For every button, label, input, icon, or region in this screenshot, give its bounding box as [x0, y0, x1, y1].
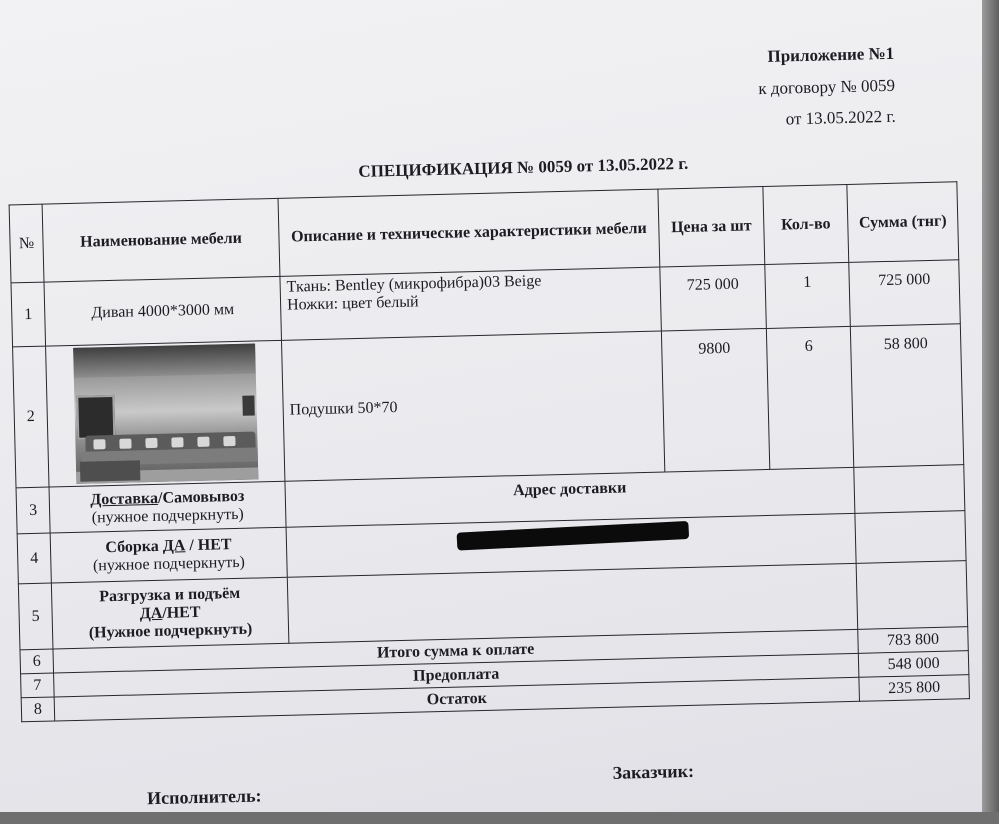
redaction-bar: [457, 521, 690, 551]
balance-value: 235 800: [859, 675, 970, 702]
separator: /: [157, 489, 163, 507]
item-price: 725 000: [660, 264, 767, 331]
item-name: Диван 4000*3000 мм: [44, 276, 281, 346]
customer-signature-label: Заказчик:: [612, 760, 695, 783]
row-num: 6: [20, 649, 54, 674]
assembly-option: [50, 527, 287, 583]
delivery-choice: Доставка: [90, 489, 159, 509]
unloading-option: [51, 577, 289, 649]
empty-cell: [854, 465, 965, 514]
item-description: [280, 267, 661, 340]
row-num: 4: [17, 533, 51, 584]
no-choice: /НЕТ: [162, 603, 201, 622]
delivery-option: [49, 481, 286, 533]
prepayment-label: Предоплата: [54, 653, 859, 697]
empty-cell: [856, 561, 968, 630]
yes-choice: ДА: [162, 536, 186, 555]
pickup-choice: Самовывоз: [162, 487, 245, 507]
item-qty: 1: [765, 262, 851, 328]
col-header-sum: Сумма (тнг): [847, 182, 959, 263]
contract-date: от 13.05.2022 г.: [785, 106, 896, 129]
row-num: 3: [16, 487, 50, 534]
specification-table: [9, 181, 970, 722]
delivery-address-label: Адрес доставки: [285, 467, 855, 527]
item-price: 9800: [661, 328, 769, 472]
description-line: Ножки: цвет белый: [286, 293, 419, 314]
row-num: 8: [21, 697, 55, 722]
item-sum: 725 000: [849, 260, 961, 327]
no-choice: / НЕТ: [189, 535, 232, 554]
row-num: 2: [13, 346, 49, 488]
item-description: Подушки 50*70: [281, 331, 664, 481]
row-num: 1: [11, 282, 46, 347]
prepayment-value: 548 000: [858, 651, 969, 678]
col-header-num: №: [9, 204, 44, 283]
item-qty: 6: [766, 326, 853, 469]
col-header-price: Цена за шт: [658, 187, 765, 268]
sofa-photo: [73, 343, 258, 483]
appendix-title: Приложение №1: [767, 43, 895, 66]
unloading-label: Разгрузка и подъём: [99, 584, 241, 605]
specification-title: СПЕЦИФИКАЦИЯ № 0059 от 13.05.2022 г.: [358, 153, 689, 181]
underline-note: (Нужное подчеркнуть): [88, 620, 253, 642]
total-label: Итого сумма к оплате: [53, 629, 858, 673]
total-value: 783 800: [858, 627, 969, 654]
col-header-qty: Кол-во: [763, 184, 849, 264]
executor-signature-label: Исполнитель:: [146, 785, 262, 809]
item-photo-cell: [46, 340, 285, 487]
col-header-name: Наименование мебели: [42, 198, 280, 282]
item-sum: 58 800: [850, 324, 963, 468]
row-num: 5: [18, 583, 53, 650]
balance-label: Остаток: [54, 677, 859, 721]
col-header-desc: Описание и технические характеристики мебели: [278, 189, 660, 276]
yes-choice: ДА: [139, 604, 163, 622]
assembly-label: Сборка: [105, 537, 159, 556]
underline-note: (нужное подчеркнуть): [91, 505, 244, 527]
underline-note: (нужное подчеркнуть): [92, 553, 246, 574]
row-num: 7: [21, 673, 55, 698]
contract-ref: к договору № 0059: [758, 75, 896, 99]
empty-cell: [855, 511, 966, 564]
description-line: Ткань: Bentley (микрофибра)03 Beige: [286, 272, 542, 296]
table-row: [13, 324, 964, 488]
